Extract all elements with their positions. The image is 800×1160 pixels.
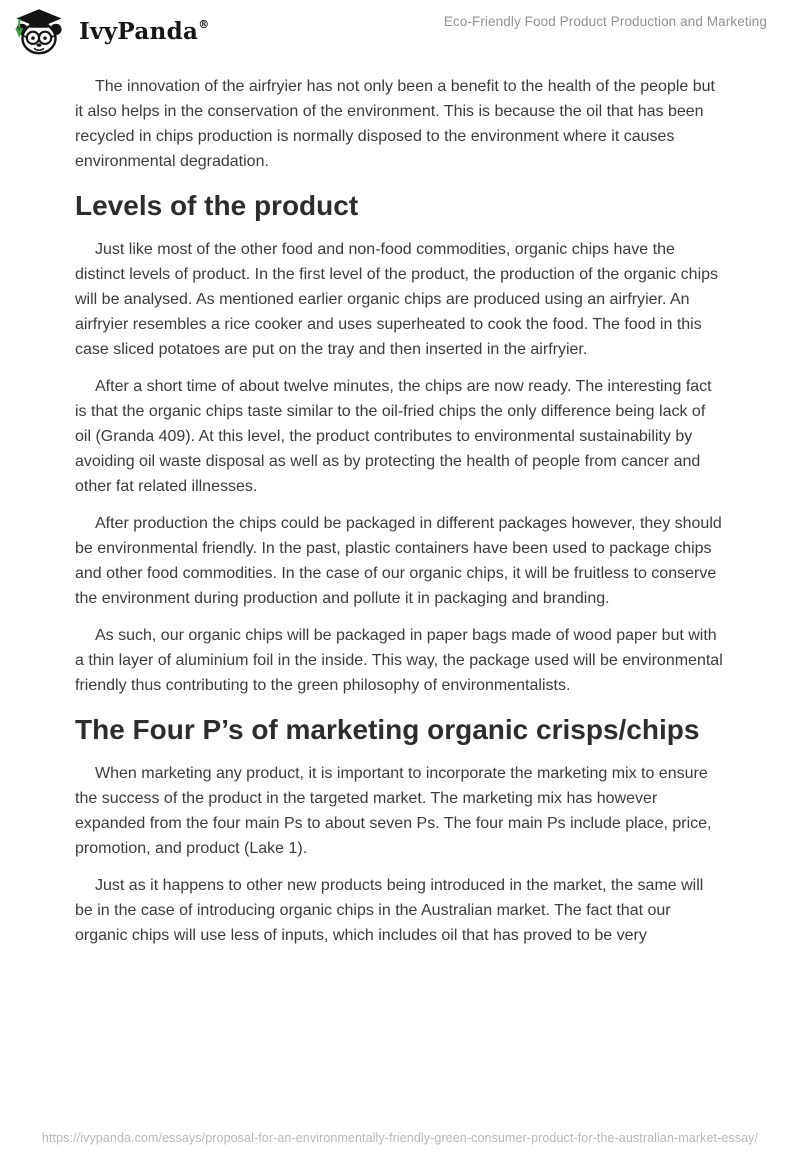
section-heading-levels-of-product: Levels of the product (75, 190, 359, 221)
essay-paragraph: After a short time of about twelve minutes, the chips are now ready. The interesting fact is that the organic chips taste similar to the oil-fried chips the only difference being lack of oil (Granda 409). At this level, the product contributes to environmental sustainability by avoiding oil waste disposal as well as by protecting the health of people from cancer and other fat related illnesses. (75, 378, 712, 495)
ivypanda-logo[interactable] (14, 6, 210, 56)
source-url-link[interactable]: https://ivypanda.com/essays/proposal-for-an-environmentally-friendly-green-consumer-product-for-the-australian-market-essay/ (41, 1131, 759, 1145)
essay-paragraph: Just like most of the other food and non-food commodities, organic chips have the distinct levels of product. In the first level of the product, the production of the organic chips will be analysed. As mentioned earlier organic chips are produced using an airfryier. An airfryier resembles a rice cooker and uses superheated to cook the food. The food in this case sliced potatoes are put on the tray and then inserted in the airfryier. (75, 241, 719, 358)
page-header (0, 0, 800, 64)
essay-paragraph: As such, our organic chips will be packaged in paper bags made of wood paper but with a thin layer of aluminium foil in the inside. This way, the package used will be environmental friendly thus contributing to the green philosophy of environmentalists. (75, 627, 723, 694)
essay-paragraph: When marketing any product, it is important to incorporate the marketing mix to ensure the success of the product in the targeted market. The marketing mix has however expanded from the four main Ps to about seven Ps. The four main Ps include place, price, promotion, and product (Lake 1). (75, 765, 712, 857)
registered-trademark: ® (198, 17, 210, 31)
document-title: Eco-Friendly Food Product Production and Marketing (443, 14, 767, 29)
essay-content (75, 64, 725, 948)
section-heading-four-ps: The Four P’s of marketing organic crisps/chips (75, 714, 700, 745)
page-footer (0, 1129, 800, 1147)
essay-paragraph: The innovation of the airfryier has not only been a benefit to the health of the people but it also helps in the conservation of the environment. This is because the oil that has been recycled in chips production is normally disposed to the environment where it causes environmental degradation. (75, 78, 715, 170)
brand-wordmark: IvyPanda® (79, 17, 210, 45)
panda-graduate-icon (14, 6, 64, 56)
essay-paragraph: Just as it happens to other new products being introduced in the market, the same will be in the case of introducing organic chips in the Australian market. The fact that our organic chips will use less of inputs, which includes oil that has proved to be very (75, 877, 704, 944)
essay-paragraph: After production the chips could be packaged in different packages however, they should be environmental friendly. In the past, plastic containers have been used to package chips and other food commodities. In the case of our organic chips, it will be fruitless to conserve the environment during production and pollute it in packaging and branding. (75, 515, 722, 607)
